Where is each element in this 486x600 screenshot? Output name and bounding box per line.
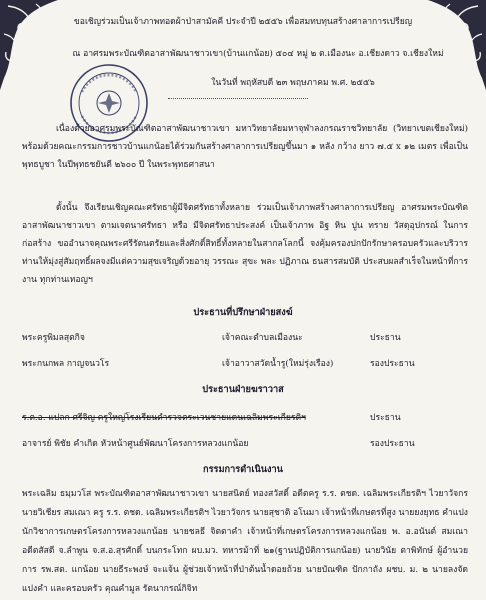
- advisor-role: รองประธาน: [370, 359, 415, 369]
- lay-chair-name: อาจารย์ พิชัย คำเกิด หัวหน้าศูนย์พัฒนาโครงการหลวงแกน้อย: [22, 439, 249, 449]
- monk-advisors-heading: ประธานที่ปรึกษาฝ่ายสงฆ์: [193, 307, 293, 318]
- advisor-position: เจ้าคณะตำบลเมืองนะ: [222, 333, 303, 343]
- lay-chair-row: [22, 410, 468, 426]
- lay-chairs-heading: ประธานฝ่ายฆราวาส: [202, 384, 284, 395]
- venue-address: ณ อาศรมพระบัณฑิตอาสาพัฒนาชาวเขา(บ้านแกน้อย) ๕๐๔ หมู่ ๒ ต.เมืองนะ อ.เชียงดาว จ.เชียงใหม่: [72, 49, 444, 59]
- advisor-name: พระกนกพล กาญจนวโร: [22, 359, 110, 369]
- lay-chair-row: [22, 436, 468, 452]
- lay-chair-name: ร.ต.อ. แปลก ศรีจิญ ครูใหญ่โรงเรียนตำรวจตระเวนชายแดนเฉลิมพระเกียรติฯ: [22, 413, 306, 423]
- committee-list: พระเฉลิม ธมฺมวโส พระบัณฑิตอาสาพัฒนาชาวเขา นายสนิตย์ ทองสวัสดิ์ อดีตครู ร.ร. ตชด. เฉลิมพระเกียรติฯ ไวยาวัจกร นายวิเชียร สมเณา ครู ร.ร. ตชด. เฉลิมพระเกียรติฯ ไวยาวัจกร นายสุชาติ อโนมา เจ้าหน้าที่เกษตรที่สูง นายยงยุทธ คำแปง นักวิชาการเกษตรโครงการหลวงแกน้อย นายชลธี จิตตาคำ เจ้าหน้าที่เกษตรโครงการหลวงแกน้อย พ. อ.อนันต์ สมเณา อดีตสัสดี จ.ลำพูน จ.ส.อ.สุรศักดิ์ บนกระโทก ผบ.มว. ทหารม้าที่ ๒๑(ฐานปฏิบัติการแกน้อย) นายวินัย ตาพิทักษ์ ผู้อำนวยการ รพ.สต. แกน้อย นายธีระพงษ์ จะแจ้น ผู้ช่วยเจ้าหน้าที่ป่าต้นน้ำดอยถ้วย นายบัณฑิต ปักกาถัง ผชบ. ม. ๒ นายลงจัด แปงคำ และครอบครัว คุณคำมูล รัตนากรณ์กิจิท: [22, 489, 468, 594]
- monk-advisor-row: [22, 330, 468, 346]
- advisor-role: ประธาน: [370, 333, 401, 343]
- monk-advisor-row: [22, 356, 468, 372]
- event-date: ในวันที่ พฤหัสบดี ๒๓ พฤษภาคม พ.ศ. ๒๕๕๖: [211, 78, 375, 88]
- advisor-name: พระครูพิมลสุตกิจ: [22, 333, 85, 343]
- advisor-position: เจ้าอาวาสวัดน้ำรู(ใหม่รุ่งเรือง): [222, 359, 334, 369]
- invitation-paragraph: ดั้งนั้น จึงเรียนเชิญคณะศรัทธาผู้มีจิตศรัทธาทั้งหลาย ร่วมเป็นเจ้าภาพสร้างศาลาการเปรียญ อาศรมพระบัณฑิตอาสาพัฒนาชาวเขา ตามเจตนาศรัทธา หรือ มีจิตศรัทธาประสงค์ เป็นเจ้าภาพ อิฐ หิน ปูน ทราย วัสดุอุปกรณ์ ในการก่อสร้าง ขออำนาจคุณพระศรีรัตนตรัยและสิ่งศักดิ์สิทธิ์ทั้งหลายในสากลโลกนี้ จงคุ้มครองปกปักรักษาครอบครัวและบริวารท่านให้มุ่งสู่สัมฤทธิ์ผลจงมีแต่ความสุขเจริญด้วยอายุ วรรณะ สุขะ พละ ปฏิภาณ ธนสารสมบัติ ประสบผลสำเร็จในหน้าที่การงาน ทุกท่านเทอญฯ: [22, 203, 468, 285]
- signature-line: [168, 98, 308, 99]
- invitation-title: ขอเชิญร่วมเป็นเจ้าภาพทอดผ้าป่าสามัคคี ประจำปี ๒๕๕๖ เพื่อสมทบทุนสร้างศาลาการเปรียญ: [73, 17, 413, 27]
- committee-heading: กรรมการดำเนินงาน: [203, 464, 283, 475]
- intro-paragraph: เนื่องด้วยอาศรมพระบัณฑิตอาสาพัฒนาชาวเขา มหาวิทยาลัยมหาจุฬาลงกรณราชวิทยาลัย (วิทยาเขตเชียงใหม่) พร้อมด้วยคณะกรรมการชาวบ้านแกน้อยได้ร่วมกันสร้างศาลาการเปรียญขึ้นมา ๑ หลัง กว้าง ยาว ๗.๕ x ๑๒ เมตร เพื่อเป็นพุทธบูชา ในปีพุทธชยันตี ๒๖๐๐ ปี ในพระพุทธศาสนา: [22, 124, 468, 170]
- lay-chair-role: ประธาน: [370, 413, 401, 423]
- lay-chair-role: รองประธาน: [370, 439, 415, 449]
